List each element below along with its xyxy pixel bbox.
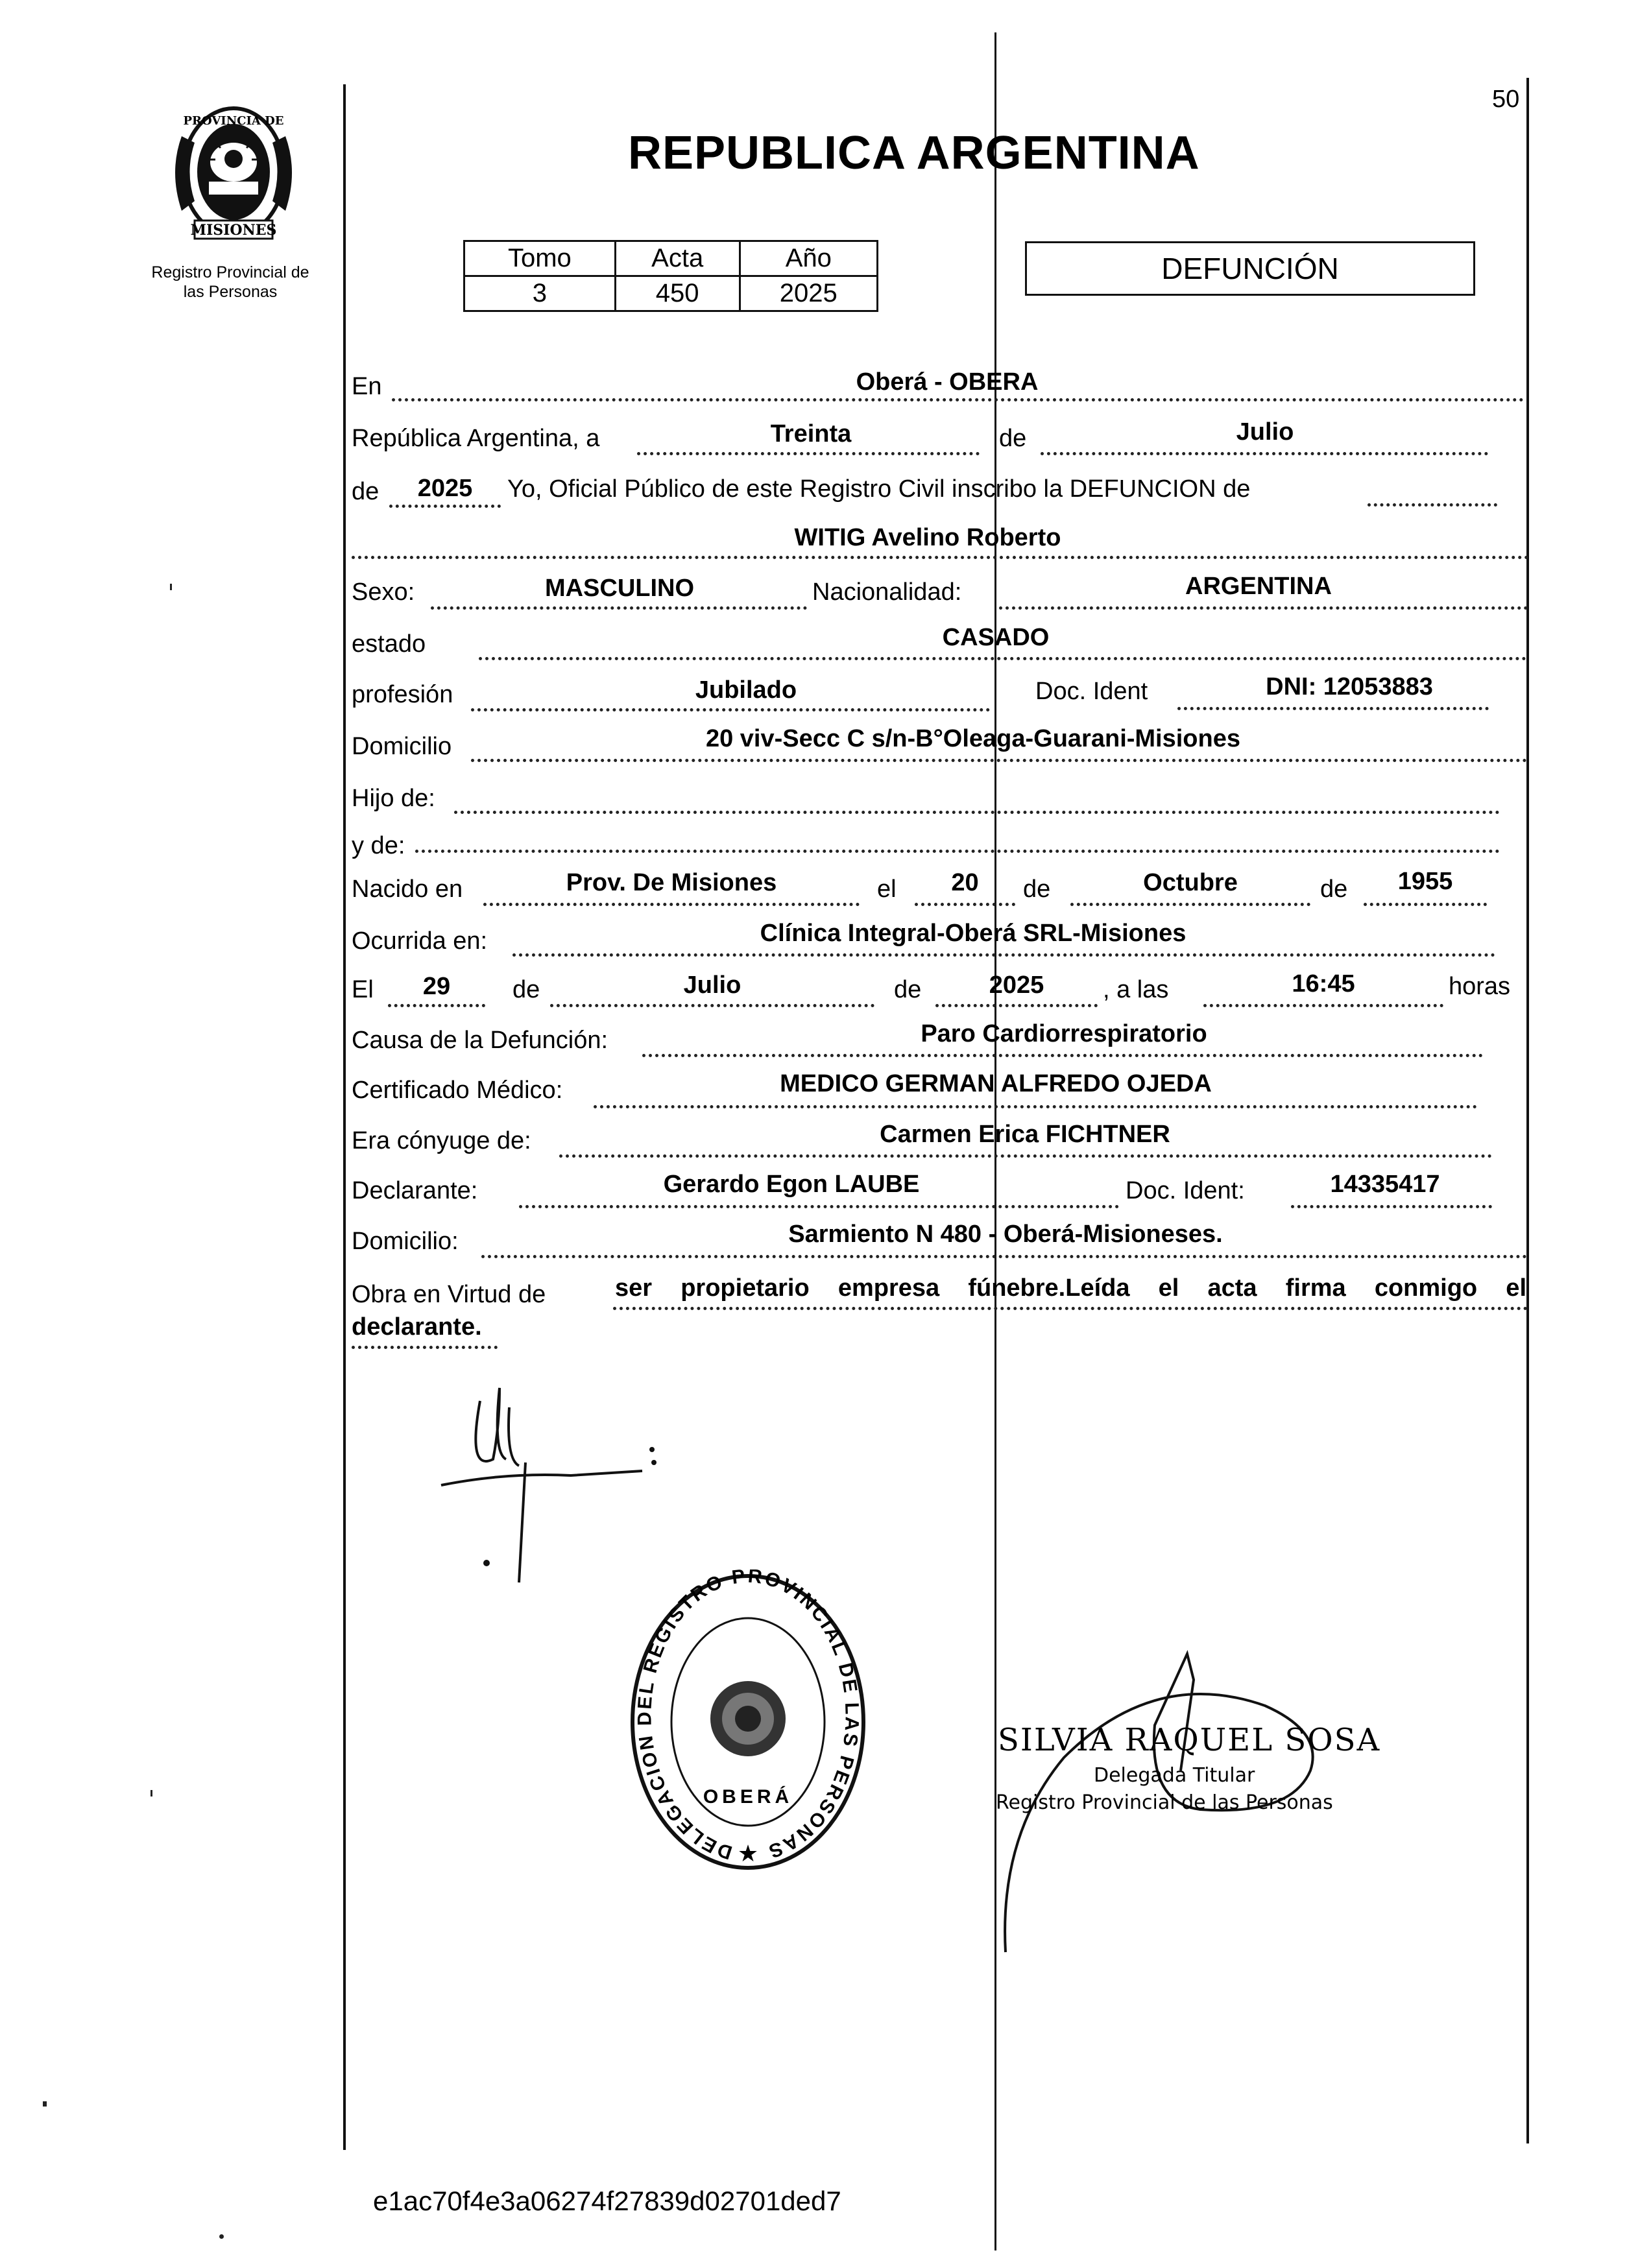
yde-line xyxy=(415,850,1500,853)
estado-value: CASADO xyxy=(942,624,1050,651)
rep-de-label: de xyxy=(999,425,1027,452)
domicilio-line xyxy=(471,759,1527,762)
horas-label: horas xyxy=(1449,973,1511,1000)
official-office: Registro Provincial de las Personas xyxy=(996,1791,1333,1814)
obra-value2: declarante. xyxy=(352,1313,482,1341)
year-label: de xyxy=(352,478,380,505)
yde-label: y de: xyxy=(352,832,405,859)
en-line xyxy=(392,398,1524,401)
declarante-value: Gerardo Egon LAUBE xyxy=(663,1171,920,1198)
domicilio2-label: Domicilio: xyxy=(352,1228,459,1255)
nacido-value: Prov. De Misiones xyxy=(566,869,777,896)
document-type-box: DEFUNCIÓN xyxy=(1025,241,1475,296)
stray-mark xyxy=(170,584,172,590)
official-seal xyxy=(628,1570,868,1874)
tomo-value: 3 xyxy=(464,276,616,311)
causa-line xyxy=(642,1054,1483,1057)
page-number: 50 xyxy=(1492,86,1520,113)
nacionalidad-label: Nacionalidad: xyxy=(812,579,962,606)
decl-doc-label: Doc. Ident: xyxy=(1126,1177,1245,1204)
def-year-line xyxy=(935,1004,1098,1007)
year-line xyxy=(389,505,501,508)
acta-value: 450 xyxy=(615,276,740,311)
conyuge-label: Era cónyuge de: xyxy=(352,1127,531,1154)
doc-ident-value: DNI: 12053883 xyxy=(1266,673,1433,700)
ocurrida-label: Ocurrida en: xyxy=(352,927,488,955)
ocurrida-value: Clínica Integral-Oberá SRL-Misiones xyxy=(760,920,1187,947)
nac-day-line xyxy=(915,903,1015,906)
official-role: Delegada Titular xyxy=(1094,1764,1255,1787)
document-hash: e1ac70f4e3a06274f27839d02701ded7 xyxy=(373,2186,841,2216)
hijo-label: Hijo de: xyxy=(352,785,435,812)
nacido-de2-label: de xyxy=(1320,876,1348,903)
conyuge-value: Carmen Erica FICHTNER xyxy=(880,1121,1170,1148)
def-time-line xyxy=(1203,1004,1443,1007)
left-margin-line xyxy=(343,84,346,2150)
stray-mark xyxy=(151,1790,152,1796)
def-year-value: 2025 xyxy=(989,972,1044,999)
svg-text:★: ★ xyxy=(737,1840,759,1867)
en-value: Oberá - OBERA xyxy=(856,368,1039,396)
def-time-value: 16:45 xyxy=(1292,970,1355,997)
doc-ident-label: Doc. Ident xyxy=(1035,678,1148,705)
sexo-line xyxy=(431,606,807,610)
logo-caption-line1: Registro Provincial de xyxy=(151,263,309,281)
def-de2-label: de xyxy=(894,976,922,1003)
logo-text-bottom: MISIONES xyxy=(190,222,277,239)
estado-line xyxy=(479,657,1526,660)
rep-month-line xyxy=(1041,452,1488,455)
obra-line xyxy=(613,1307,1528,1310)
rep-label: República Argentina, a xyxy=(352,425,600,452)
profesion-line xyxy=(471,708,990,711)
rep-month-value: Julio xyxy=(1236,418,1294,446)
nacido-el-label: el xyxy=(877,876,897,903)
doc-ident-line xyxy=(1177,707,1489,710)
anio-header: Año xyxy=(740,241,877,276)
certificado-value: MEDICO GERMAN ALFREDO OJEDA xyxy=(780,1070,1212,1097)
en-label: En xyxy=(352,373,382,400)
rep-day-value: Treinta xyxy=(770,420,852,448)
seal-center-text: OBERÁ xyxy=(703,1786,793,1808)
domicilio-label: Domicilio xyxy=(352,733,452,760)
registry-meta-table xyxy=(463,240,878,312)
sexo-value: MASCULINO xyxy=(544,575,695,602)
alas-label: , a las xyxy=(1103,976,1169,1003)
stray-mark xyxy=(219,2234,224,2239)
declarante-line xyxy=(519,1205,1119,1208)
sexo-label: Sexo: xyxy=(352,579,415,606)
name-line xyxy=(352,556,1529,559)
domicilio2-value: Sarmiento N 480 - Oberá-Misioneses. xyxy=(788,1221,1223,1248)
domicilio2-line xyxy=(481,1255,1527,1258)
page-title: REPUBLICA ARGENTINA xyxy=(628,127,1200,179)
def-month-line xyxy=(550,1004,874,1007)
nacionalidad-value: ARGENTINA xyxy=(1185,573,1332,600)
deceased-name: WITIG Avelino Roberto xyxy=(794,524,1061,551)
el-label: El xyxy=(352,976,374,1003)
inscribo-line xyxy=(1368,503,1497,507)
def-month-value: Julio xyxy=(683,972,741,999)
nacido-line xyxy=(483,903,860,906)
profesion-value: Jubilado xyxy=(695,676,797,704)
misiones-logo xyxy=(156,97,311,246)
obra-label: Obra en Virtud de xyxy=(352,1281,546,1308)
nacionalidad-line xyxy=(999,606,1528,610)
nacido-de-label: de xyxy=(1023,876,1051,903)
obra-line2 xyxy=(352,1346,498,1349)
nac-month-value: Octubre xyxy=(1143,869,1238,896)
official-name: SILVIA RAQUEL SOSA xyxy=(998,1722,1381,1758)
obra-value: ser propietario empresa fúnebre.Leída el acta firma conmigo el xyxy=(615,1274,1526,1302)
estado-label: estado xyxy=(352,630,426,658)
anio-value: 2025 xyxy=(740,276,877,311)
logo-caption xyxy=(127,263,334,302)
certificado-line xyxy=(594,1105,1477,1108)
nac-year-value: 1955 xyxy=(1397,868,1453,895)
right-margin-line xyxy=(1526,78,1529,2143)
domicilio-value: 20 viv-Secc C s/n-B°Oleaga-Guarani-Misiones xyxy=(705,725,1241,752)
tomo-header: Tomo xyxy=(464,241,616,276)
rep-day-line xyxy=(637,452,980,455)
official-signature xyxy=(986,1446,1388,1965)
nac-month-line xyxy=(1070,903,1310,906)
nac-year-line xyxy=(1364,903,1487,906)
def-day-value: 29 xyxy=(422,973,451,1000)
logo-caption-line2: las Personas xyxy=(183,283,278,301)
nac-day-value: 20 xyxy=(951,869,979,896)
def-de-label: de xyxy=(512,976,540,1003)
certificado-label: Certificado Médico: xyxy=(352,1077,563,1104)
causa-label: Causa de la Defunción: xyxy=(352,1027,609,1054)
logo-text-top: PROVINCIA DE xyxy=(183,114,284,128)
acta-header: Acta xyxy=(615,241,740,276)
profesion-label: profesión xyxy=(352,681,453,708)
declarante-label: Declarante: xyxy=(352,1177,478,1204)
seal-ring-text: DELEGACION DEL REGISTRO PROVINCIAL DE LAS PERSONAS xyxy=(634,1570,863,1863)
causa-value: Paro Cardiorrespiratorio xyxy=(921,1020,1207,1047)
hijo-line xyxy=(454,811,1500,814)
nacido-label: Nacido en xyxy=(352,876,463,903)
def-day-line xyxy=(388,1004,485,1007)
declarant-signature xyxy=(428,1375,701,1595)
year-value: 2025 xyxy=(417,475,473,502)
stray-mark xyxy=(43,2101,47,2107)
ocurrida-line xyxy=(512,953,1495,957)
conyuge-line xyxy=(559,1154,1492,1158)
inscribo-text: Yo, Oficial Público de este Registro Civil inscribo la DEFUNCION de xyxy=(507,475,1251,503)
decl-doc-line xyxy=(1291,1205,1492,1208)
decl-doc-value: 14335417 xyxy=(1330,1171,1440,1198)
